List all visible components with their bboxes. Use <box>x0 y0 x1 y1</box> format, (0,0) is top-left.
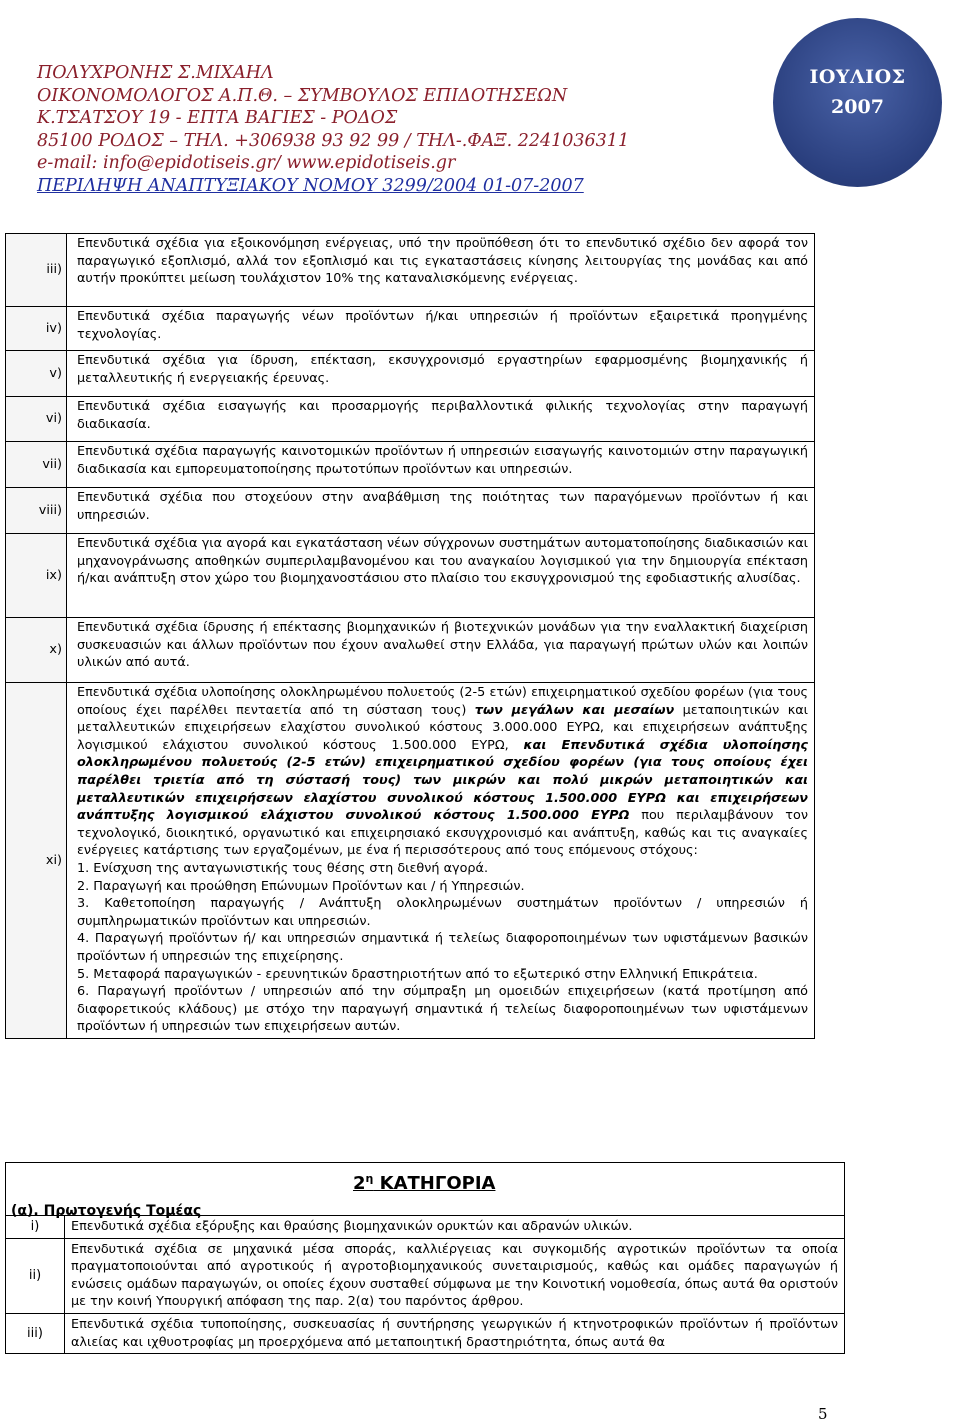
table-row <box>6 534 815 618</box>
row-number: vii) <box>6 442 67 488</box>
row-number: iv) <box>6 307 67 351</box>
table-row <box>6 442 815 488</box>
row-text: Επενδυτικά σχέδια τυποποίησης, συσκευασίας ή συντήρησης γεωργικών ή κτηνοτροφικών προϊόντων ή προϊόντων αλιείας και ιχθυοτροφίας μη προερχόμενα από μεταποιητική δραστηριότητα, όπως αυτά θα <box>65 1313 845 1353</box>
xi-text-b: των μεγάλων και μεσαίων <box>474 702 675 718</box>
goal-item: 2. Παραγωγή και προώθηση Επώνυμων Προϊόντων και / ή Υπηρεσιών. <box>77 878 525 894</box>
table-row <box>6 1313 845 1353</box>
xi-text-e: που περιλαμβάνουν τον τεχνολογικό, διοικητικό, οργανωτικό και επιχειρησιακό εκσυγχρονισμό και ανάπτυξη, καθώς και τις αναγκαίες ενέργειες κατάρτισης των εργαζομένων, με ένα ή περισσότερους από τους επόμενους στόχους: <box>77 808 808 859</box>
row-text: Επενδυτικά σχέδια που στοχεύουν στην αναβάθμιση της ποιότητας των παραγόμενων προϊόντων ή και υπηρεσιών. <box>67 488 815 534</box>
letterhead-title: ΟΙΚΟΝΟΜΟΛΟΓΟΣ Α.Π.Θ. – ΣΥΜΒΟΥΛΟΣ ΕΠΙΔΟΤΗΣΕΩΝ <box>37 85 568 106</box>
row-number: ii) <box>6 1238 65 1313</box>
goal-item: 4. Παραγωγή προϊόντων ή/ και υπηρεσιών σημαντικά ή τελείως διαφοροποιημένων των υφιστάμενων βασικών προϊόντων ή υπηρεσιών της επιχείρησης. <box>77 931 808 964</box>
date-badge <box>773 18 942 187</box>
table-row <box>6 683 815 1039</box>
table-row <box>6 307 815 351</box>
row-text: Επενδυτικά σχέδια παραγωγής καινοτομικών προϊόντων ή υπηρεσιών εισαγωγής καινοτομιών στην παραγωγική διαδικασία και εμπορευματοποίησης πρωτοτύπων προϊόντων και υπηρεσιών. <box>67 442 815 488</box>
sector-title: (α). Πρωτογενής Τομέας <box>11 1203 202 1219</box>
goal-item: 5. Μεταφορά παραγωγικών - ερευνητικών δραστηριοτήτων από το εξωτερικό στην Ελληνική Επικράτεια. <box>77 966 758 982</box>
badge-year: 2007 <box>831 96 884 118</box>
xi-text-d: και Επενδυτικά σχέδια υλοποίησης ολοκληρωμένου πολυετούς (2-5 ετών) επιχειρηματικού σχεδίου φορέων (για τους οποίους έχει παρέλθει τριετία από τη σύστασή τους) των μικρών και πολύ μικρών μεταποιητικών και μεταλλευτικών επιχειρήσεων ελαχίστου συνολικού κόστους 1.500.000 ΕΥΡΩ και επιχειρήσεων ανάπτυξης λογισμικού ελάχιστου συνολικού κόστους 1.500.000 ΕΥΡΩ <box>77 737 808 824</box>
row-number: viii) <box>6 488 67 534</box>
category-superscript: η <box>365 1172 374 1185</box>
row-number: vi) <box>6 397 67 442</box>
letterhead-address: Κ.ΤΣΑΤΣΟΥ 19 - ΕΠΤΑ ΒΑΓΙΕΣ - ΡΟΔΟΣ <box>37 108 398 128</box>
row-text: Επενδυτικά σχέδια εξόρυξης και θραύσης βιομηχανικών ορυκτών και αδρανών υλικών. <box>65 1216 845 1239</box>
row-text: Επενδυτικά σχέδια ίδρυσης ή επέκτασης βιομηχανικών ή βιοτεχνικών μονάδων για την εναλλακτική διαχείριση συσκευασιών και άλλων προϊόντων που έχουν αναλωθεί στην Ελλάδα, για παραγωγή πρώτων υλών και λοιπών υλικών από αυτά. <box>67 618 815 683</box>
category-label: ΚΑΤΗΓΟΡΙΑ <box>373 1173 496 1194</box>
row-number: iii) <box>6 234 67 307</box>
row-number: i) <box>6 1216 65 1239</box>
category-header <box>6 1163 845 1219</box>
badge-month: ΙΟΥΛΙΟΣ <box>809 66 906 88</box>
table-row <box>6 1238 845 1313</box>
row-number: v) <box>6 351 67 397</box>
row-text: Επενδυτικά σχέδια παραγωγής νέων προϊόντων ή/και υπηρεσιών ή προϊόντων εξαιρετικά προηγμένης τεχνολογίας. <box>67 307 815 351</box>
xi-text-a: Επενδυτικά σχέδια υλοποίησης ολοκληρωμένου πολυετούς (2-5 ετών) επιχειρηματικού σχεδίου φορέων (για τους οποίους έχει παρέλθει πενταετία από τη σύσταση τους) <box>77 685 808 718</box>
row-number: x) <box>6 618 67 683</box>
table-row <box>6 234 815 307</box>
row-number: iii) <box>6 1313 65 1353</box>
investment-table-1 <box>5 233 815 1039</box>
row-text: Επενδυτικά σχέδια για αγορά και εγκατάσταση νέων σύγχρονων συστημάτων αυτοματοποίησης διαδικασιών και μηχανογράνωσης αποθηκών συμπεριλαμβανομένου και του αναγκαίου λογισμικού για την δημιουργία επέκταση ή/και ανάπτυξη στον χώρο του βιομηχανοστάσιου στο πλαίσιο του εκσυγχρονισμού της εφοδιαστικής αλυσίδας. <box>67 534 815 618</box>
row-text <box>67 683 815 1039</box>
row-text: Επενδυτικά σχέδια σε μηχανικά μέσα σποράς, καλλιέργειας και συγκομιδής αγροτικών προϊόντων τα οποία πραγματοποιούνται από αγροτικούς ή αγροτοβιομηχανικούς συνεταιρισμούς, καθώς και ομάδες παραγωγών ή ενώσεις ομάδων παραγωγών, οι οποίες έχουν συσταθεί σύμφωνα με την Κοινοτική νομοθεσία, όπως αυτά θα οριστούν με την κοινή Υπουργική απόφαση της παρ. 2(α) του παρόντος άρθρου. <box>65 1238 845 1313</box>
xi-text-c: μεταποιητικών και μεταλλευτικών επιχειρήσεων ελαχίστου συνολικού κόστους 3.000.000 ΕΥΡΩ, και επιχειρήσεων ανάπτυξης λογισμικού ελάχιστου συνολικού κόστους 1.500.000 ΕΥΡΩ, <box>77 702 808 753</box>
row-text: Επενδυτικά σχέδια για ίδρυση, επέκταση, εκσυγχρονισμό εργαστηρίων εφαρμοσμένης βιομηχανικής ή μεταλλευτικής ή ενεργειακής έρευνας. <box>67 351 815 397</box>
letterhead-phone: 85100 ΡΟΔΟΣ – ΤΗΛ. +306938 93 92 99 / ΤΗΛ-.ΦΑΞ. 2241036311 <box>37 130 630 151</box>
letterhead-name: ΠΟΛΥΧΡΟΝΗΣ Σ.ΜΙΧΑΗΛ <box>37 63 274 83</box>
letterhead <box>37 62 629 197</box>
table-row <box>6 488 815 534</box>
goal-item: 1. Ενίσχυση της ανταγωνιστικής τους θέσης στη διεθνή αγορά. <box>77 860 489 876</box>
page-number: 5 <box>818 1405 828 1423</box>
goal-item: 6. Παραγωγή προϊόντων / υπηρεσιών από την σύμπραξη μη ομοειδών επιχειρήσεων (κατά προτίμηση από διαφορετικούς κλάδους) με στόχο την παραγωγή σημαντικά ή τελείως διαφοροποιημένων των υφιστάμενων προϊόντων ή υπηρεσιών των επιχειρήσεων αυτών. <box>77 984 808 1035</box>
row-number: xi) <box>6 683 67 1039</box>
goal-item: 3. Καθετοποίηση παραγωγής / Ανάπτυξη ολοκληρωμένων συστημάτων προϊόντων / υπηρεσιών ή συμπληρωματικών προϊόντων και υπηρεσιών. <box>77 896 808 929</box>
row-text: Επενδυτικά σχέδια εισαγωγής και προσαρμογής περιβαλλοντικά φιλικής τεχνολογίας στην παραγωγή διαδικασία. <box>67 397 815 442</box>
table-row <box>6 618 815 683</box>
table-header-row <box>6 1163 845 1216</box>
table-row <box>6 397 815 442</box>
table-row <box>6 351 815 397</box>
row-number: ix) <box>6 534 67 618</box>
category-title <box>353 1170 495 1193</box>
category-number: 2 <box>353 1173 366 1194</box>
investment-table-2 <box>5 1162 845 1354</box>
summary-title[interactable]: ΠΕΡΙΛΗΨΗ ΑΝΑΠΤΥΞΙΑΚΟΥ ΝΟΜΟΥ 3299/2004 01-07-2007 <box>37 175 584 196</box>
row-text: Επενδυτικά σχέδια για εξοικονόμηση ενέργειας, υπό την προϋπόθεση ότι το επενδυτικό σχέδιο δεν αφορά τον παραγωγικό εξοπλισμό, αλλά τον εξοπλισμό και τις εγκαταστάσεις κίνησης λειτουργίας της μονάδας και από αυτήν προκύπτει μείωση τουλάχιστον 10% της καταναλισκόμενης ενέργειας. <box>67 234 815 307</box>
letterhead-email-web[interactable]: e-mail: info@epidotiseis.gr/ www.epidotiseis.gr <box>37 153 456 173</box>
